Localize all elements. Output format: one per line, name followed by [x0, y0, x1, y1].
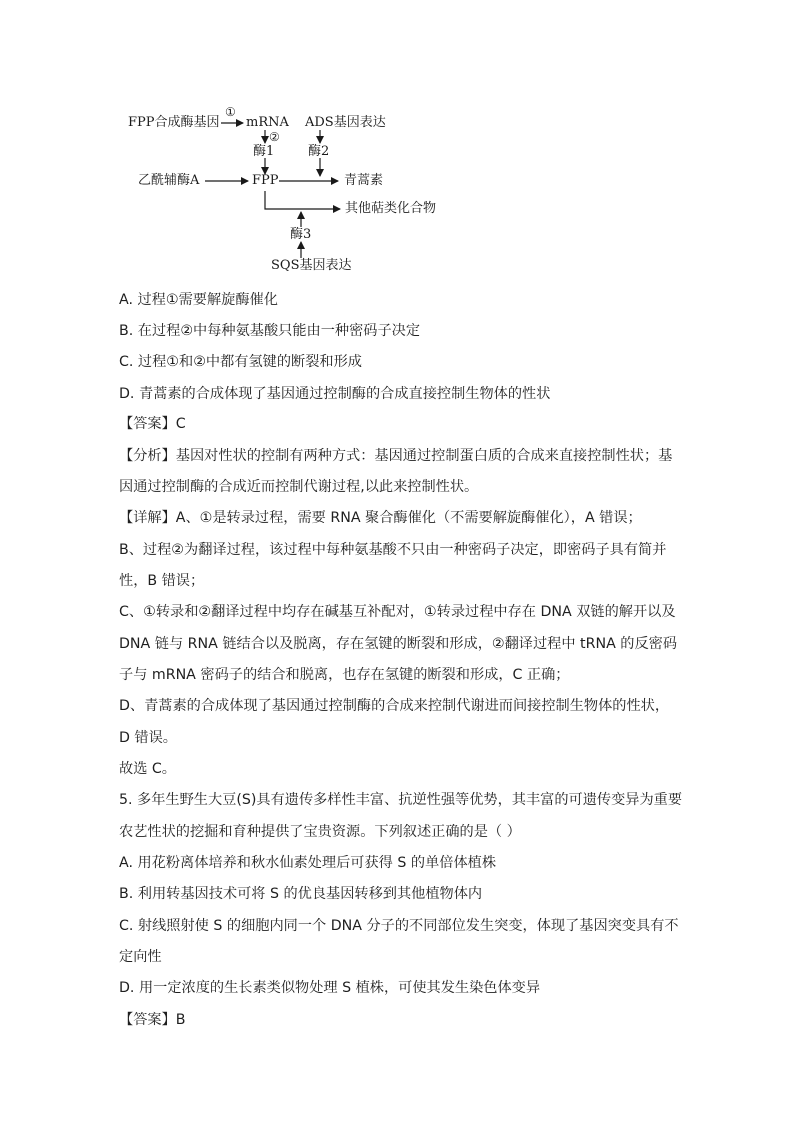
fpp-gene-label: FPP合成酶基因 — [128, 115, 220, 130]
q5-option-c-cont: 定向性 — [119, 949, 162, 965]
q4-option-c: C. 过程①和②中都有氢键的断裂和形成 — [119, 354, 362, 370]
q5-stem-line-2: 农艺性状的挖掘和育种提供了宝贵资源。下列叙述正确的是（ ） — [119, 824, 521, 840]
ads-label: ADS基因表达 — [305, 115, 386, 130]
q4-detail-line: D 错误。 — [119, 730, 177, 746]
q4-detail-line: B、过程②为翻译过程，该过程中每种氨基酸不只由一种密码子决定，即密码子具有简并 — [119, 542, 667, 558]
fpp-label: FPP — [252, 173, 279, 188]
q4-analysis-line-2: 因通过控制酶的合成近而控制代谢过程,以此来控制性状。 — [119, 479, 479, 495]
q5-answer: 【答案】B — [119, 1012, 186, 1028]
q4-detail-line: D、青蒿素的合成体现了基因通过控制酶的合成来控制代谢进而间接控制生物体的性状， — [119, 698, 670, 714]
arrow-fpp-to-other — [265, 191, 340, 209]
pathway-arrows — [0, 0, 794, 290]
q4-option-a: A. 过程①需要解旋酶催化 — [119, 292, 278, 308]
q5-option-a: A. 用花粉离体培养和秋水仙素处理后可获得 S 的单倍体植株 — [119, 855, 497, 871]
pathway-diagram — [0, 0, 794, 290]
enzyme2-label: 酶2 — [308, 144, 330, 159]
q4-conclusion: 故选 C。 — [119, 761, 176, 777]
q5-option-d: D. 用一定浓度的生长素类似物处理 S 植株，可使其发生染色体变异 — [119, 980, 541, 996]
enzyme1-label: 酶1 — [253, 144, 275, 159]
step1-label: ① — [225, 105, 236, 119]
q5-option-b: B. 利用转基因技术可将 S 的优良基因转移到其他植物体内 — [119, 886, 483, 902]
q5-stem-line-1: 5. 多年生野生大豆(S)具有遗传多样性丰富、抗逆性强等优势，其丰富的可遗传变异为重要 — [119, 792, 683, 808]
other-terpenoids-label: 其他萜类化合物 — [345, 201, 437, 216]
q4-detail-line: 【详解】A、①是转录过程，需要 RNA 聚合酶催化（不需要解旋酶催化），A 错误； — [119, 510, 642, 526]
q4-detail-line: 性，B 错误； — [119, 573, 205, 589]
mrna-label: mRNA — [246, 115, 289, 130]
q4-option-d: D. 青蒿素的合成体现了基因通过控制酶的合成直接控制生物体的性状 — [119, 386, 551, 402]
enzyme3-label: 酶3 — [290, 227, 312, 242]
q4-analysis-line-1: 【分析】基因对性状的控制有两种方式：基因通过控制蛋白质的合成来直接控制性状；基 — [119, 448, 673, 464]
q4-answer: 【答案】C — [119, 416, 186, 432]
q4-detail-line: 子与 mRNA 密码子的结合和脱离，也存在氢键的断裂和形成，C 正确； — [119, 667, 570, 683]
q4-detail-line: C、①转录和②翻译过程中均存在碱基互补配对，①转录过程中存在 DNA 双链的解开以及 — [119, 604, 676, 620]
artemisinin-label: 青蒿素 — [344, 173, 384, 188]
acetyl-coa-label: 乙酰辅酶A — [138, 173, 200, 188]
step2-label: ② — [269, 130, 280, 144]
q4-option-b: B. 在过程②中每种氨基酸只能由一种密码子决定 — [119, 323, 421, 339]
sqs-label: SQS基因表达 — [271, 258, 352, 273]
q5-option-c: C. 射线照射使 S 的细胞内同一个 DNA 分子的不同部位发生突变，体现了基因突变具有不 — [119, 918, 679, 934]
q4-detail-line: DNA 链与 RNA 链结合以及脱离，存在氢键的断裂和形成，②翻译过程中 tRNA 的反密码 — [119, 636, 678, 652]
